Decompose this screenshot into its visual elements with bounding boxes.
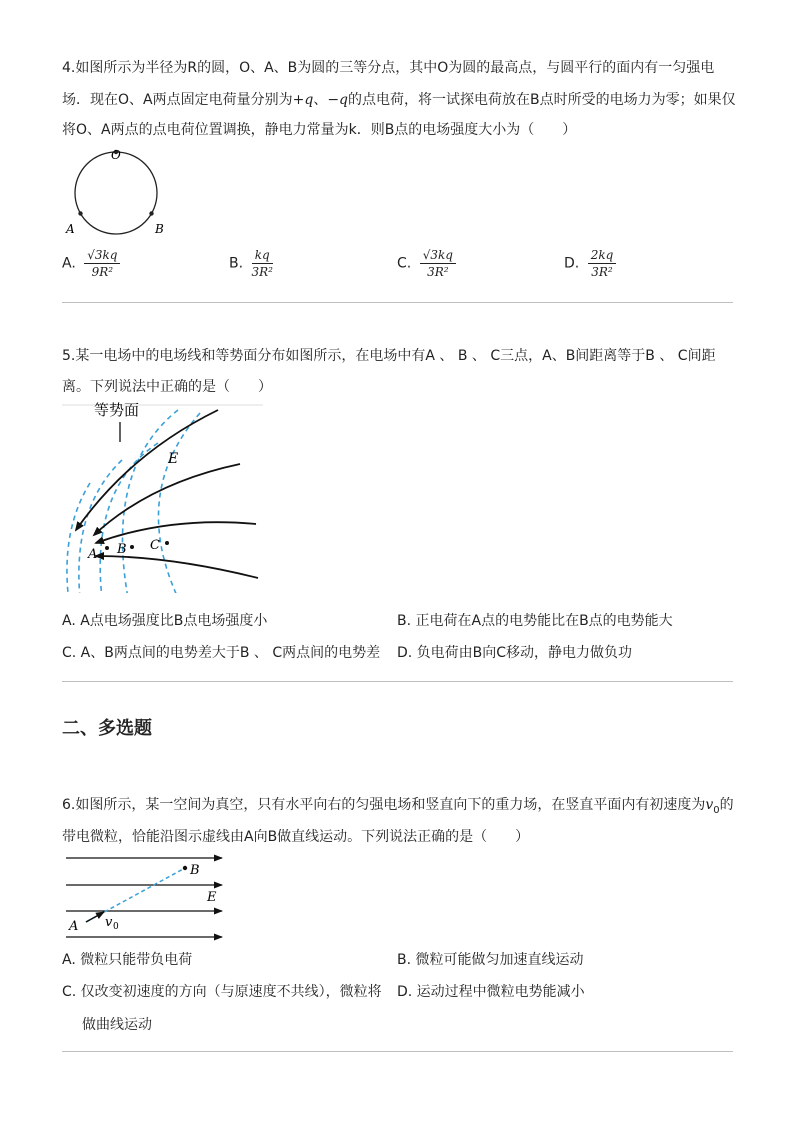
divider-q5 bbox=[62, 681, 733, 682]
q5-point-C bbox=[165, 541, 169, 545]
q4-option-d-letter: D. bbox=[564, 255, 580, 272]
q6-label-v-subscript: 0 bbox=[113, 922, 119, 932]
q4-option-b-numerator: kq bbox=[252, 248, 273, 264]
q6-label-B: B bbox=[190, 863, 200, 878]
q4-option-d-denominator: 3R² bbox=[591, 265, 613, 279]
q6-option-c-line2: 做曲线运动 bbox=[82, 1017, 152, 1033]
q4-stem-line2 bbox=[62, 89, 736, 109]
q4-option-b[interactable] bbox=[229, 248, 273, 279]
q5-stem-line2: 离。下列说法中正确的是（ ） bbox=[62, 379, 272, 395]
q4-option-a[interactable] bbox=[62, 248, 120, 279]
q4-option-b-letter: B. bbox=[229, 255, 244, 272]
q5-equipotential-4 bbox=[79, 460, 122, 593]
q4-charge-positive: +q bbox=[292, 92, 314, 108]
q5-label-B: B bbox=[117, 542, 127, 557]
q4-charge-negative: −q bbox=[327, 92, 349, 108]
q6-velocity-subscript: 0 bbox=[713, 804, 720, 816]
q6-stem-line1-text-b: 的 bbox=[719, 797, 734, 813]
q4-option-b-denominator: 3R² bbox=[251, 265, 273, 279]
q6-label-v: v bbox=[105, 915, 113, 930]
q4-option-c-denominator: 3R² bbox=[427, 265, 449, 279]
q5-field-line-2 bbox=[94, 464, 240, 535]
q6-stem-line1-text-a: 6.如图所示，某一空间为真空，只有水平向右的匀强电场和竖直向下的重力场，在竖直平面内有初速度为 bbox=[62, 797, 706, 813]
q6-stem-line1 bbox=[62, 794, 734, 816]
q6-velocity-symbol: v bbox=[705, 797, 714, 813]
q4-option-a-fraction bbox=[84, 248, 120, 279]
q5-field-line-3 bbox=[96, 522, 256, 543]
q5-field-line-4 bbox=[96, 556, 258, 578]
q5-point-A bbox=[105, 546, 109, 550]
q5-label-E: E bbox=[168, 451, 179, 467]
q4-option-c-numerator: √3kq bbox=[420, 248, 456, 264]
q5-option-d[interactable]: D. 负电荷由B向C移动，静电力做负功 bbox=[397, 645, 633, 661]
q5-field-figure bbox=[60, 398, 265, 593]
q6-option-a[interactable]: A. 微粒只能带负电荷 bbox=[62, 952, 193, 968]
q6-label-A: A bbox=[69, 919, 79, 934]
q5-point-B bbox=[130, 545, 134, 549]
q4-separator: 、 bbox=[313, 92, 328, 108]
q5-equipotential-2 bbox=[158, 413, 200, 593]
q4-stem-line2-text-a: 场．现在O、A两点固定电荷量分别为 bbox=[62, 92, 293, 108]
q5-field-line-1 bbox=[76, 410, 218, 530]
q4-option-a-letter: A. bbox=[62, 255, 76, 272]
divider-q6 bbox=[62, 1051, 733, 1052]
q4-option-a-denominator: 9R² bbox=[91, 265, 114, 279]
q6-point-B bbox=[183, 866, 187, 870]
q5-label-equipotential: 等势面 bbox=[94, 401, 140, 419]
q4-stem-line1: 4.如图所示为半径为R的圆，O、A、B为圆的三等分点，其中O为圆的最高点，与圆平行的面内有一匀强电 bbox=[62, 60, 715, 76]
q4-stem-line2-text-b: 的点电荷，将一试探电荷放在B点时所受的电场力为零；如果仅 bbox=[348, 92, 736, 108]
q4-option-c-letter: C. bbox=[397, 255, 412, 272]
q4-option-d-numerator: 2kq bbox=[588, 248, 617, 264]
q4-option-d-fraction bbox=[588, 248, 617, 279]
q4-option-c-fraction bbox=[420, 248, 456, 279]
q4-point-B bbox=[149, 211, 153, 215]
q5-option-c[interactable]: C. A、B两点间的电势差大于B 、 C两点间的电势差 bbox=[62, 645, 381, 661]
divider-q4 bbox=[62, 302, 733, 303]
q5-equipotential-3 bbox=[100, 443, 158, 593]
q6-option-b[interactable]: B. 微粒可能做匀加速直线运动 bbox=[397, 952, 584, 968]
q4-option-d[interactable] bbox=[564, 248, 616, 279]
q5-stem-line1: 5.某一电场中的电场线和等势面分布如图所示，在电场中有A 、 B 、 C三点，A、B间距离等于B 、 C间距 bbox=[62, 348, 716, 364]
q5-label-C: C bbox=[150, 538, 160, 553]
q6-option-c[interactable] bbox=[62, 981, 382, 1034]
q6-stem-line2: 带电微粒，恰能沿图示虚线由A向B做直线运动。下列说法正确的是（ ） bbox=[62, 829, 530, 845]
q5-option-b[interactable]: B. 正电荷在A点的电势能比在B点的电势能大 bbox=[397, 613, 673, 629]
q4-point-A bbox=[78, 211, 82, 215]
q4-label-O: O bbox=[111, 148, 121, 162]
q4-option-a-numerator: √3kq bbox=[84, 248, 120, 264]
q5-label-A: A bbox=[88, 547, 98, 562]
q6-option-d[interactable]: D. 运动过程中微粒电势能减小 bbox=[397, 984, 585, 1000]
q4-label-A: A bbox=[66, 222, 75, 236]
q6-field-figure bbox=[60, 848, 230, 946]
section-title-multiple-choice: 二、多选题 bbox=[62, 718, 152, 739]
q6-option-c-line1: C. 仅改变初速度的方向（与原速度不共线），微粒将 bbox=[62, 984, 382, 1000]
q4-label-B: B bbox=[155, 222, 164, 236]
q4-option-c[interactable] bbox=[397, 248, 456, 279]
q4-circle-figure bbox=[60, 143, 170, 243]
q4-option-b-fraction bbox=[252, 248, 273, 279]
q4-circle bbox=[75, 152, 157, 234]
q6-label-E: E bbox=[207, 890, 217, 905]
q4-stem-line3: 将O、A两点的点电荷位置调换，静电力常量为k．则B点的电场强度大小为（ ） bbox=[62, 122, 577, 138]
q5-option-a[interactable]: A. A点电场强度比B点电场强度小 bbox=[62, 613, 268, 629]
q6-velocity-arrow bbox=[86, 912, 104, 922]
